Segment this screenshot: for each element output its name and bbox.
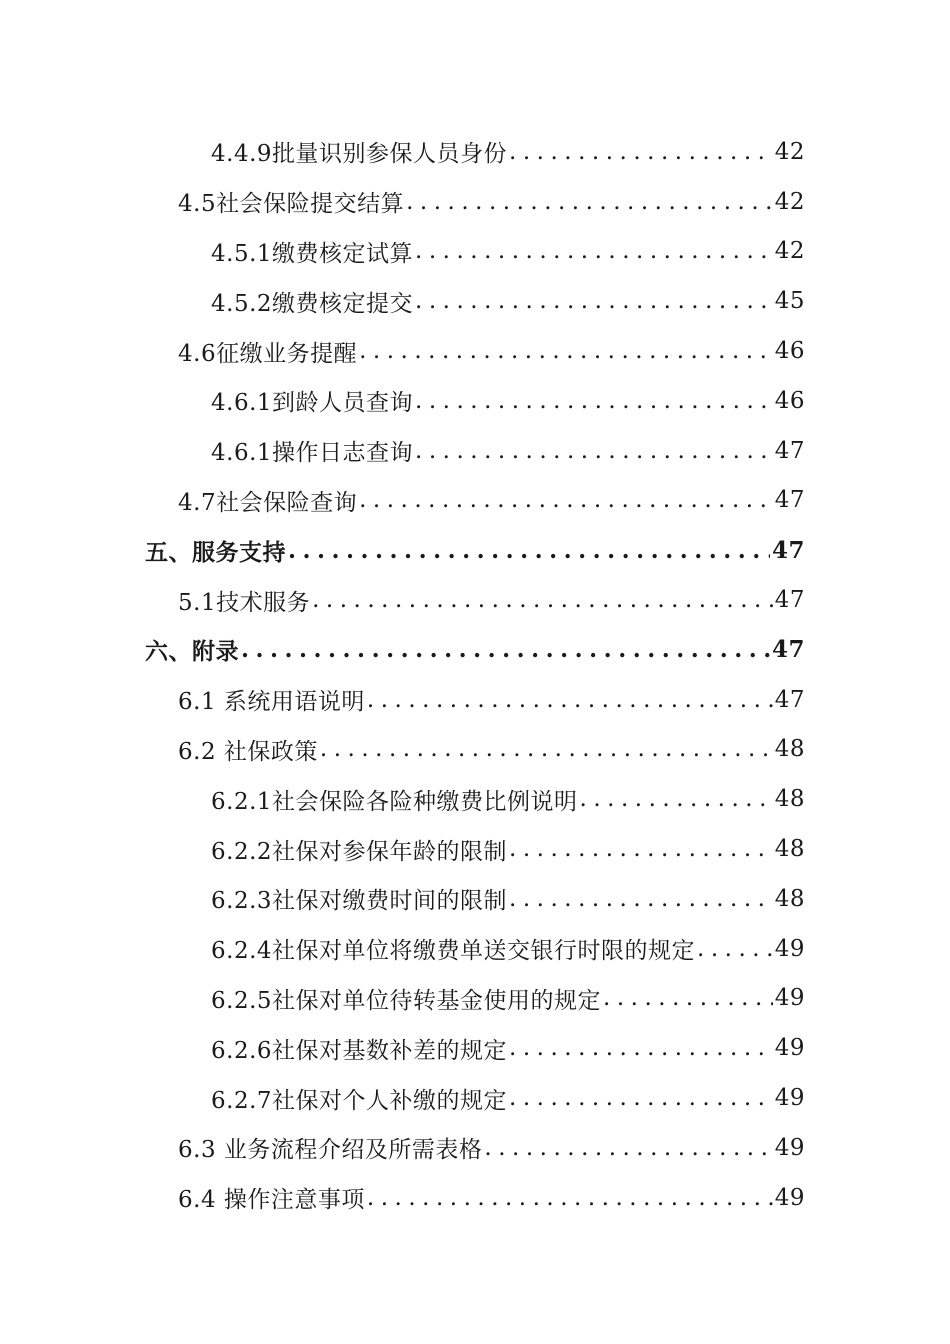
toc-leader-dots [288, 537, 770, 564]
toc-leader-dots [509, 139, 773, 165]
toc-entry-page: 49 [774, 935, 805, 962]
toc-entry-page: 48 [774, 885, 805, 912]
toc-entry[interactable] [0, 426, 950, 476]
toc-entry[interactable] [0, 1173, 950, 1223]
toc-entry[interactable] [0, 924, 950, 974]
toc-entry[interactable] [0, 127, 950, 177]
toc-entry[interactable] [0, 177, 950, 227]
toc-entry[interactable] [0, 874, 950, 924]
toc-entry-page: 48 [774, 736, 805, 763]
toc-entry-page: 49 [774, 1085, 805, 1112]
toc-entry-page: 47 [771, 636, 805, 664]
toc-entry[interactable] [0, 1023, 950, 1073]
toc-entry-page: 47 [774, 587, 805, 614]
toc-entry-title: 6.2.7社保对个人补缴的规定 [211, 1087, 508, 1114]
toc-leader-dots [359, 487, 773, 513]
toc-entry-title: 5.1技术服务 [178, 589, 311, 616]
toc-entry-page: 45 [774, 288, 805, 315]
toc-entry-title: 6.4 操作注意事项 [178, 1187, 365, 1214]
toc-leader-dots [320, 736, 773, 762]
toc-leader-dots [406, 189, 773, 215]
toc-entry[interactable] [0, 326, 950, 376]
toc-entry-title: 6.2.1社会保险各险种缴费比例说明 [211, 788, 578, 815]
toc-entry-page: 49 [774, 985, 805, 1012]
toc-leader-dots [697, 936, 773, 962]
toc-entry-title: 4.5.2缴费核定提交 [211, 290, 414, 317]
toc-entry-page: 46 [774, 387, 805, 414]
toc-entry[interactable] [0, 376, 950, 426]
toc-entry-page: 49 [774, 1184, 805, 1211]
toc-entry[interactable] [0, 675, 950, 725]
toc-leader-dots [415, 288, 773, 314]
toc-entry-title: 6.1 系统用语说明 [178, 689, 365, 716]
toc-entry[interactable] [0, 974, 950, 1024]
toc-leader-dots [509, 1035, 773, 1061]
toc-leader-dots [241, 636, 770, 663]
toc-entry-page: 49 [774, 1035, 805, 1062]
toc-leader-dots [580, 786, 773, 812]
toc-leader-dots [509, 1085, 773, 1111]
toc-entry[interactable] [0, 1123, 950, 1173]
toc-leader-dots [415, 388, 773, 414]
toc-entry[interactable] [0, 774, 950, 824]
toc-entry-page: 42 [774, 238, 805, 265]
toc-leader-dots [509, 836, 773, 862]
toc-entry[interactable] [0, 227, 950, 277]
toc-entry-page: 48 [774, 836, 805, 863]
toc-entry-page: 47 [771, 536, 805, 564]
toc-entry-title: 6.2 社保政策 [178, 738, 318, 765]
toc-leader-dots [484, 1135, 772, 1161]
toc-leader-dots [367, 1185, 773, 1211]
toc-leader-dots [312, 587, 773, 613]
toc-entry-page: 49 [774, 1134, 805, 1161]
toc-entry[interactable] [0, 476, 950, 526]
toc-leader-dots [367, 687, 773, 713]
toc-entry-title: 6.2.6社保对基数补差的规定 [211, 1037, 508, 1064]
toc-entry[interactable] [0, 575, 950, 625]
toc-entry-page: 42 [774, 138, 805, 165]
toc-entry-title: 6.2.5社保对单位待转基金使用的规定 [211, 987, 602, 1014]
toc-chapter-entry[interactable] [0, 625, 950, 675]
toc-entry-title: 6.2.3社保对缴费时间的限制 [211, 888, 508, 915]
toc-leader-dots [603, 985, 773, 1011]
toc-entry-title: 4.6征缴业务提醒 [178, 340, 358, 367]
toc-leader-dots [415, 238, 773, 264]
toc-leader-dots [509, 886, 773, 912]
toc-entry-title: 6.2.2社保对参保年龄的限制 [211, 838, 508, 865]
toc-entry[interactable] [0, 725, 950, 775]
toc-entry-title: 六、附录 [145, 638, 239, 666]
toc-entry[interactable] [0, 824, 950, 874]
toc-leader-dots [359, 338, 773, 364]
toc-entry-title: 4.7社会保险查询 [178, 489, 358, 516]
toc-entry[interactable] [0, 276, 950, 326]
toc-entry-title: 五、服务支持 [145, 538, 286, 566]
toc-entry-title: 4.6.1到龄人员查询 [211, 390, 414, 417]
toc-entry-page: 47 [774, 686, 805, 713]
table-of-contents [0, 127, 950, 1223]
toc-entry-page: 47 [774, 487, 805, 514]
toc-entry[interactable] [0, 1073, 950, 1123]
toc-leader-dots [415, 438, 773, 464]
toc-entry-page: 47 [774, 437, 805, 464]
toc-entry-title: 4.5社会保险提交结算 [178, 191, 405, 218]
toc-entry-title: 4.6.1操作日志查询 [211, 440, 414, 467]
toc-chapter-entry[interactable] [0, 525, 950, 575]
toc-entry-page: 42 [774, 188, 805, 215]
toc-entry-title: 4.5.1缴费核定试算 [211, 240, 414, 267]
toc-entry-page: 48 [774, 786, 805, 813]
toc-entry-title: 6.3 业务流程介绍及所需表格 [178, 1137, 483, 1164]
toc-entry-page: 46 [774, 338, 805, 365]
toc-entry-title: 6.2.4社保对单位将缴费单送交银行时限的规定 [211, 938, 696, 965]
toc-entry-title: 4.4.9批量识别参保人员身份 [211, 141, 508, 168]
